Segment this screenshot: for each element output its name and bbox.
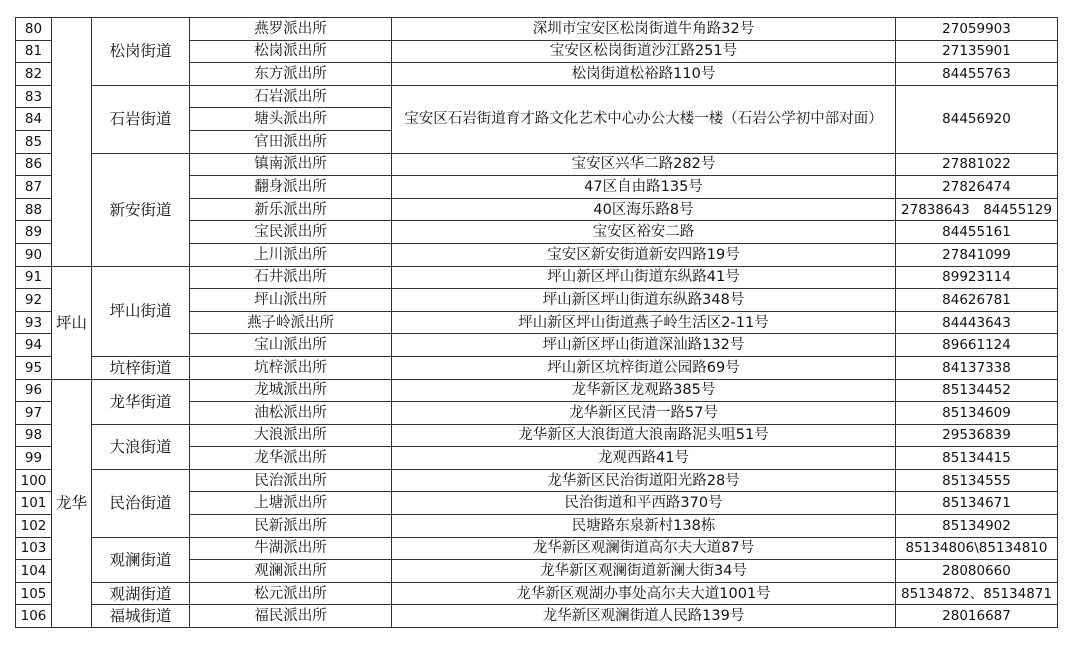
address-cell: 民治街道和平西路370号: [392, 492, 896, 515]
address-cell: 龙华新区观澜街道人民路139号: [392, 605, 896, 628]
police-station-cell: 民新派出所: [190, 515, 392, 538]
row-number-cell: 96: [16, 379, 52, 402]
row-number-cell: 101: [16, 492, 52, 515]
table-row: [16, 356, 1058, 379]
row-number-cell: 93: [16, 311, 52, 334]
row-number-cell: 94: [16, 334, 52, 357]
address-cell: 龙华新区民治街道阳光路28号: [392, 469, 896, 492]
police-station-cell: 宝山派出所: [190, 334, 392, 357]
row-number-cell: 82: [16, 63, 52, 86]
row-number-cell: 98: [16, 424, 52, 447]
address-cell: 龙华新区观湖办事处高尔夫大道1001号: [392, 582, 896, 605]
address-cell: 40区海乐路8号: [392, 198, 896, 221]
police-station-cell: 石岩派出所: [190, 85, 392, 108]
police-station-cell: 官田派出所: [190, 130, 392, 153]
police-station-cell: 油松派出所: [190, 402, 392, 425]
phone-cell: 85134902: [896, 515, 1058, 538]
row-number-cell: 97: [16, 402, 52, 425]
street-cell: 新安街道: [92, 153, 190, 266]
address-cell: 龙观西路41号: [392, 447, 896, 470]
police-station-cell: 石井派出所: [190, 266, 392, 289]
phone-cell: 27881022: [896, 153, 1058, 176]
table-row: [16, 605, 1058, 628]
police-station-cell: 镇南派出所: [190, 153, 392, 176]
row-number-cell: 80: [16, 18, 52, 41]
phone-cell: 84137338: [896, 356, 1058, 379]
police-station-cell: 福民派出所: [190, 605, 392, 628]
table-row: [16, 582, 1058, 605]
phone-cell: 85134555: [896, 469, 1058, 492]
phone-cell: 27826474: [896, 176, 1058, 199]
phone-cell: 28080660: [896, 560, 1058, 583]
address-cell: 坪山新区坑梓街道公园路69号: [392, 356, 896, 379]
address-cell: 宝安区石岩街道育才路文化艺术中心办公大楼一楼（石岩公学初中部对面）: [392, 85, 896, 153]
police-station-cell: 观澜派出所: [190, 560, 392, 583]
phone-cell: 27838643 84455129: [896, 198, 1058, 221]
phone-cell: 85134415: [896, 447, 1058, 470]
row-number-cell: 86: [16, 153, 52, 176]
row-number-cell: 88: [16, 198, 52, 221]
table-row: [16, 85, 1058, 108]
address-cell: 龙华新区龙观路385号: [392, 379, 896, 402]
police-station-cell: 新乐派出所: [190, 198, 392, 221]
police-station-cell: 翻身派出所: [190, 176, 392, 199]
address-cell: 龙华新区民清一路57号: [392, 402, 896, 425]
police-station-table: [15, 17, 1058, 628]
table-row: [16, 469, 1058, 492]
address-cell: 坪山新区坪山街道东纵路41号: [392, 266, 896, 289]
address-cell: 龙华新区观澜街道新澜大街34号: [392, 560, 896, 583]
police-station-cell: 上川派出所: [190, 243, 392, 266]
street-cell: 坑梓街道: [92, 356, 190, 379]
phone-cell: 84455763: [896, 63, 1058, 86]
district-cell: 坪山: [52, 266, 92, 379]
address-cell: 坪山新区坪山街道深汕路132号: [392, 334, 896, 357]
police-station-cell: 东方派出所: [190, 63, 392, 86]
address-cell: 宝安区兴华二路282号: [392, 153, 896, 176]
district-cell: [52, 18, 92, 267]
phone-cell: 29536839: [896, 424, 1058, 447]
row-number-cell: 87: [16, 176, 52, 199]
police-station-cell: 宝民派出所: [190, 221, 392, 244]
address-cell: 宝安区裕安二路: [392, 221, 896, 244]
row-number-cell: 83: [16, 85, 52, 108]
address-cell: 宝安区新安街道新安四路19号: [392, 243, 896, 266]
street-cell: 松岗街道: [92, 18, 190, 86]
street-cell: 龙华街道: [92, 379, 190, 424]
address-cell: 松岗街道松裕路110号: [392, 63, 896, 86]
police-station-cell: 大浪派出所: [190, 424, 392, 447]
address-cell: 龙华新区大浪街道大浪南路泥头咀51号: [392, 424, 896, 447]
address-cell: 坪山新区坪山街道东纵路348号: [392, 289, 896, 312]
district-cell: 龙华: [52, 379, 92, 628]
row-number-cell: 105: [16, 582, 52, 605]
address-cell: 47区自由路135号: [392, 176, 896, 199]
row-number-cell: 103: [16, 537, 52, 560]
table-row: [16, 537, 1058, 560]
phone-cell: 89923114: [896, 266, 1058, 289]
row-number-cell: 85: [16, 130, 52, 153]
address-cell: 深圳市宝安区松岗街道牛角路32号: [392, 18, 896, 41]
row-number-cell: 84: [16, 108, 52, 131]
row-number-cell: 102: [16, 515, 52, 538]
address-cell: 龙华新区观澜街道高尔夫大道87号: [392, 537, 896, 560]
row-number-cell: 81: [16, 40, 52, 63]
police-station-cell: 松元派出所: [190, 582, 392, 605]
street-cell: 坪山街道: [92, 266, 190, 356]
phone-cell: 27841099: [896, 243, 1058, 266]
police-station-cell: 龙华派出所: [190, 447, 392, 470]
table-row: [16, 424, 1058, 447]
phone-cell: 85134806\85134810: [896, 537, 1058, 560]
table-body: [16, 18, 1058, 628]
police-station-cell: 燕罗派出所: [190, 18, 392, 41]
phone-cell: 84456920: [896, 85, 1058, 153]
police-station-cell: 上塘派出所: [190, 492, 392, 515]
row-number-cell: 100: [16, 469, 52, 492]
phone-cell: 27135901: [896, 40, 1058, 63]
row-number-cell: 89: [16, 221, 52, 244]
address-cell: 宝安区松岗街道沙江路251号: [392, 40, 896, 63]
phone-cell: 85134609: [896, 402, 1058, 425]
police-station-cell: 民治派出所: [190, 469, 392, 492]
row-number-cell: 90: [16, 243, 52, 266]
police-station-cell: 松岗派出所: [190, 40, 392, 63]
row-number-cell: 99: [16, 447, 52, 470]
street-cell: 民治街道: [92, 469, 190, 537]
row-number-cell: 95: [16, 356, 52, 379]
address-cell: 坪山新区坪山街道燕子岭生活区2-11号: [392, 311, 896, 334]
street-cell: 观湖街道: [92, 582, 190, 605]
street-cell: 观澜街道: [92, 537, 190, 582]
police-station-cell: 燕子岭派出所: [190, 311, 392, 334]
address-cell: 民塘路东泉新村138栋: [392, 515, 896, 538]
table-row: [16, 379, 1058, 402]
phone-cell: 84455161: [896, 221, 1058, 244]
police-station-cell: 牛湖派出所: [190, 537, 392, 560]
row-number-cell: 91: [16, 266, 52, 289]
police-station-cell: 塘头派出所: [190, 108, 392, 131]
phone-cell: 85134872、85134871: [896, 582, 1058, 605]
street-cell: 大浪街道: [92, 424, 190, 469]
police-station-cell: 坪山派出所: [190, 289, 392, 312]
police-station-cell: 坑梓派出所: [190, 356, 392, 379]
phone-cell: 27059903: [896, 18, 1058, 41]
phone-cell: 85134671: [896, 492, 1058, 515]
row-number-cell: 104: [16, 560, 52, 583]
phone-cell: 84626781: [896, 289, 1058, 312]
row-number-cell: 92: [16, 289, 52, 312]
table-row: [16, 266, 1058, 289]
row-number-cell: 106: [16, 605, 52, 628]
street-cell: 福城街道: [92, 605, 190, 628]
phone-cell: 85134452: [896, 379, 1058, 402]
phone-cell: 89661124: [896, 334, 1058, 357]
table-row: [16, 18, 1058, 41]
street-cell: 石岩街道: [92, 85, 190, 153]
police-station-cell: 龙城派出所: [190, 379, 392, 402]
phone-cell: 84443643: [896, 311, 1058, 334]
table-row: [16, 153, 1058, 176]
phone-cell: 28016687: [896, 605, 1058, 628]
